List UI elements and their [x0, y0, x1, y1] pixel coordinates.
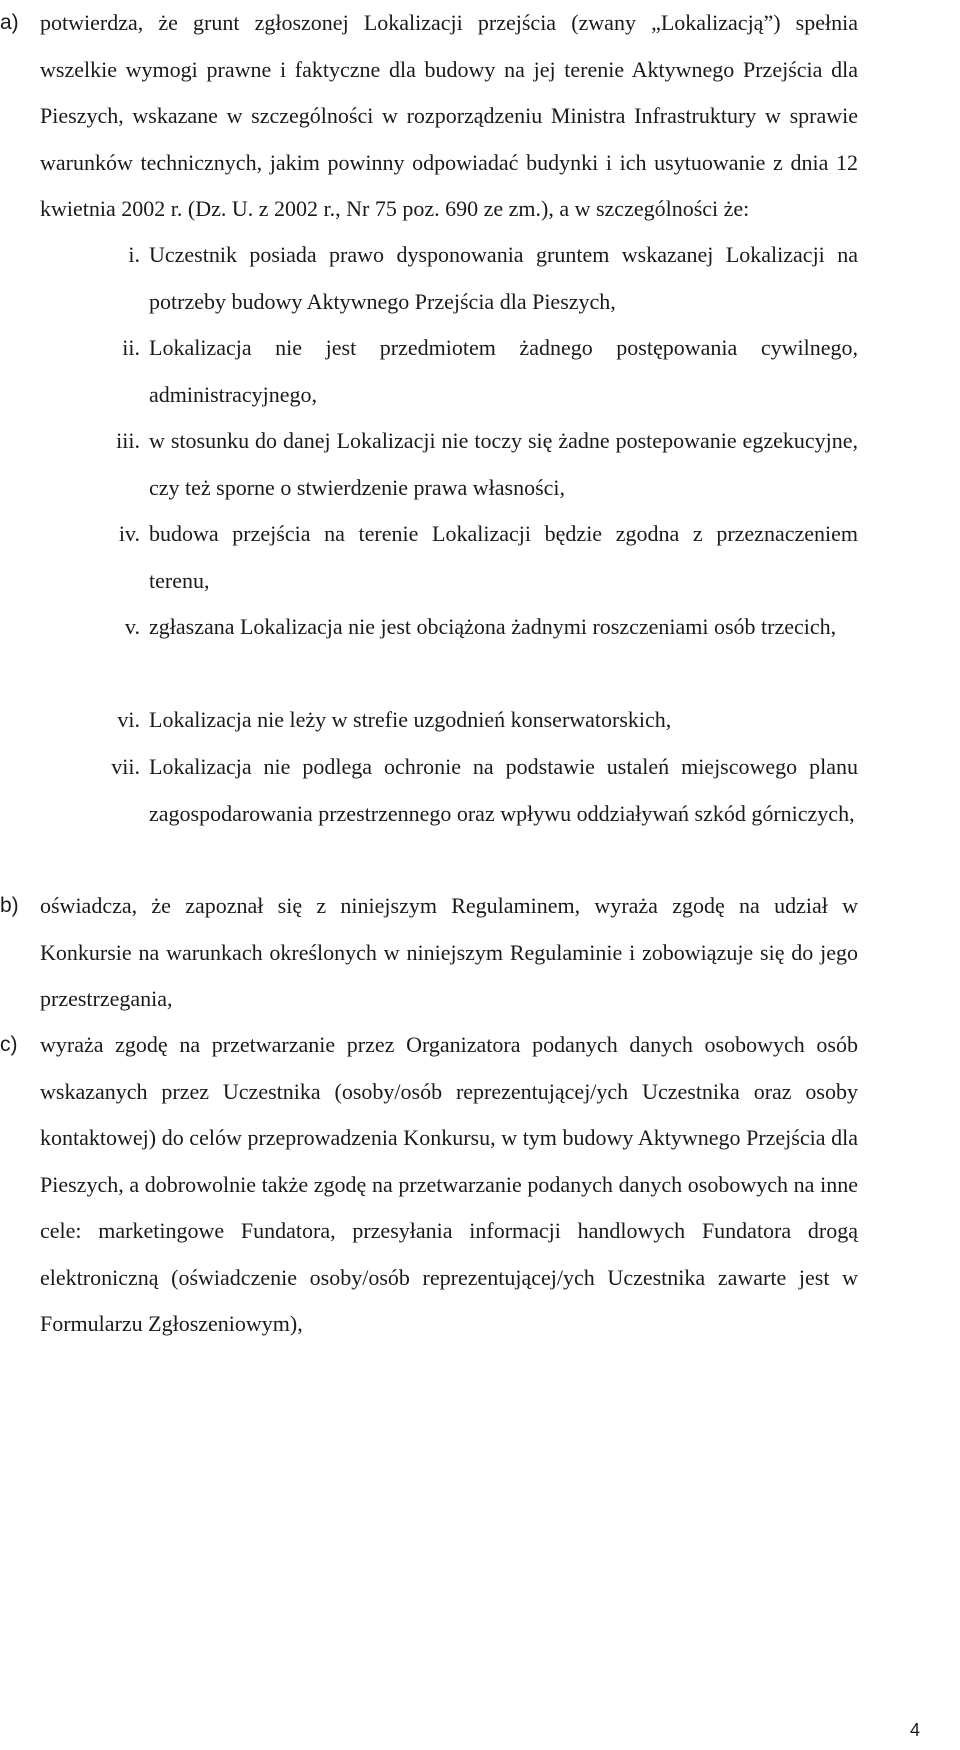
- list-label-a: a): [0, 11, 19, 34]
- sublist-label-ii: ii.: [122, 335, 140, 360]
- list-text-a: potwierdza, że grunt zgłoszonej Lokalizacji przejścia (zwany „Lokalizacją”) spełnia wszelkie wymogi prawne i faktyczne dla budowy na jej terenie Aktywnego Przejścia dla Pieszych, wskazane w szczególności w rozporządzeniu Ministra Infrastruktury w sprawie warunków technicznych, jakim powinny odpowiadać budynki i ich usytuowanie z dnia 12 kwietnia 2002 r. (Dz. U. z 2002 r., Nr 75 poz. 690 ze zm.), a w szczególności że:: [40, 10, 858, 221]
- sublist-label-vii: vii.: [111, 754, 140, 779]
- sublist-label-iv: iv.: [118, 521, 140, 546]
- sublist-label-v: v.: [124, 614, 140, 639]
- sublist-text-iv: budowa przejścia na terenie Lokalizacji będzie zgodna z przeznaczeniem terenu,: [149, 521, 858, 593]
- sublist-text-vi: Lokalizacja nie leży w strefie uzgodnień konserwatorskich,: [149, 707, 672, 732]
- list-label-b: b): [0, 894, 19, 917]
- list-text-c: wyraża zgodę na przetwarzanie przez Organizatora podanych danych osobowych osób wskazanych przez Uczestnika (osoby/osób reprezentującej/ych Uczestnika oraz osoby kontaktowej) do celów przeprowadzenia Konkursu, w tym budowy Aktywnego Przejścia dla Pieszych, a dobrowolnie także zgodę na przetwarzanie podanych danych osobowych na inne cele: marketingowe Fundatora, przesyłania informacji handlowych Fundatora drogą elektroniczną (oświadczenie osoby/osób reprezentującej/ych Uczestnika zawarte jest w Formularzu Zgłoszeniowym),: [40, 1032, 858, 1336]
- sublist-label-vi: vi.: [117, 707, 140, 732]
- sublist-text-i: Uczestnik posiada prawo dysponowania gruntem wskazanej Lokalizacji na potrzeby budowy Aktywnego Przejścia dla Pieszych,: [149, 242, 858, 314]
- sublist-text-ii: Lokalizacja nie jest przedmiotem żadnego postępowania cywilnego, administracyjnego,: [149, 335, 858, 407]
- sublist-text-vii: Lokalizacja nie podlega ochronie na podstawie ustaleń miejscowego planu zagospodarowania przestrzennego oraz wpływu oddziaływań szkód górniczych,: [149, 754, 858, 826]
- sublist-text-iii: w stosunku do danej Lokalizacji nie toczy się żadne postepowanie egzekucyjne, czy też sporne o stwierdzenie prawa własności,: [149, 428, 858, 500]
- sublist-label-iii: iii.: [116, 428, 140, 453]
- sublist-text-v: zgłaszana Lokalizacja nie jest obciążona żadnymi roszczeniami osób trzecich,: [149, 614, 837, 639]
- list-label-c: c): [0, 1033, 18, 1056]
- page-number: 4: [909, 1720, 920, 1740]
- sublist-label-i: i.: [128, 242, 140, 267]
- list-text-b: oświadcza, że zapoznał się z niniejszym Regulaminem, wyraża zgodę na udział w Konkursie na warunkach określonych w niniejszym Regulaminie i zobowiązuje się do jego przestrzegania,: [40, 893, 858, 1011]
